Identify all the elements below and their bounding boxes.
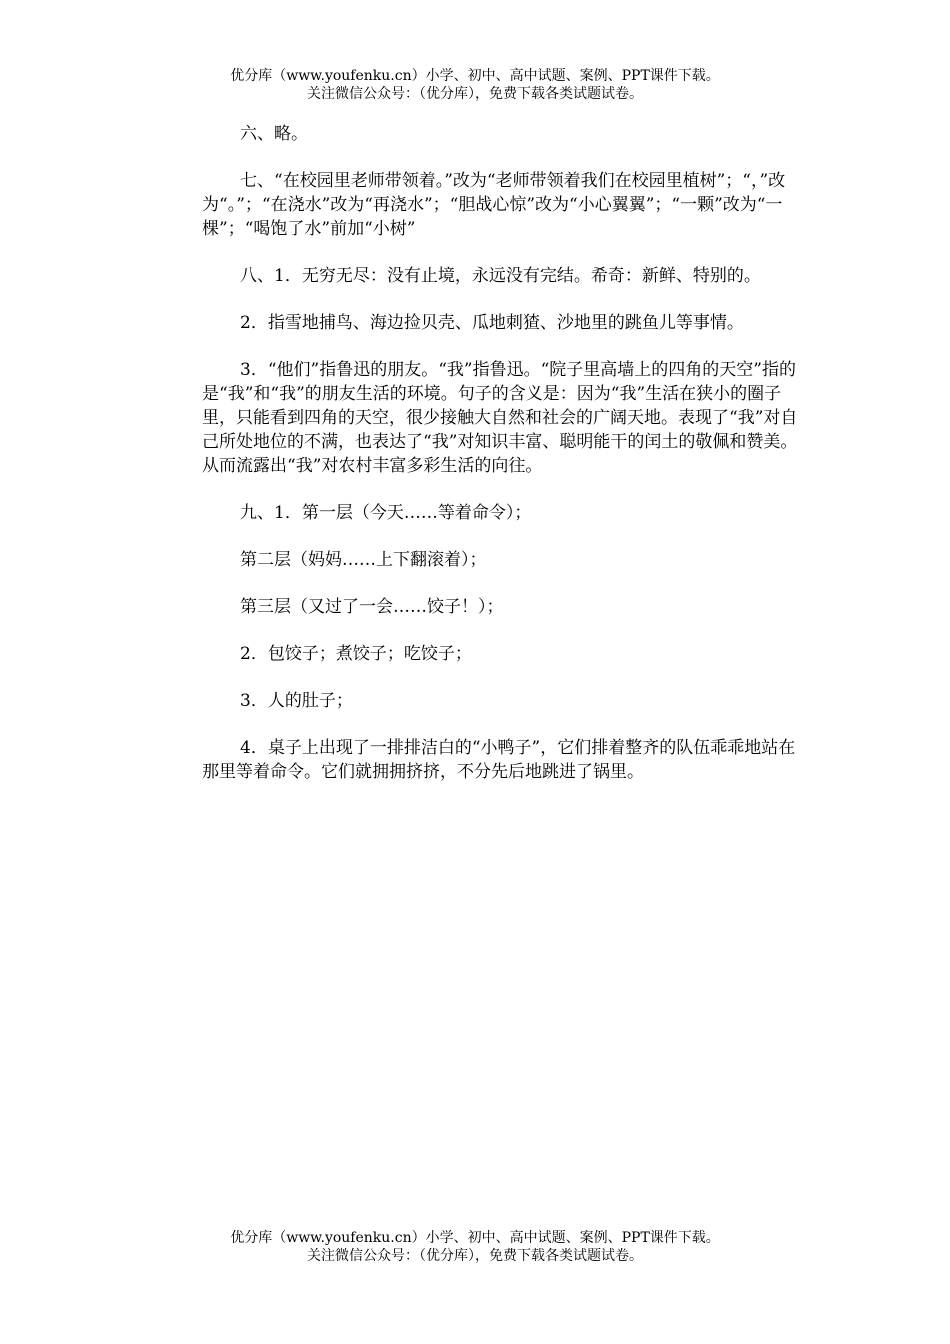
page-header	[0, 67, 950, 103]
footer-line-2: 关注微信公众号：（优分库），免费下载各类试题试卷。	[307, 1248, 643, 1264]
footer-line-1: 优分库（www.youfenku.cn）小学、初中、高中试题、案例、PPT课件下载。	[230, 1230, 720, 1246]
answer-9-1-layer-3: 第三层（又过了一会……饺子！）；	[240, 597, 504, 617]
answer-9-4: 4．桌子上出现了一排排洁白的“小鸭子”，它们排着整齐的队伍乖乖地站在那里等着命令。它们就拥拥挤挤，不分先后地跳进了锅里。	[202, 738, 796, 782]
answer-8-3: 3．“他们”指鲁迅的朋友。“我”指鲁迅。“院子里高墙上的四角的天空”指的是“我”和“我”的朋友生活的环境。句子的含义是：因为“我”生活在狭小的圈子里，只能看到四角的天空，很少接触大自然和社会的广阔天地。表现了“我”对自己所处地位的不满，也表达了“我”对知识丰富、聪明能干的闰土的敬佩和赞美。从而流露出“我”对农村丰富多彩生活的向往。	[202, 360, 798, 476]
page-footer	[0, 1229, 950, 1265]
header-line-2: 关注微信公众号：（优分库），免费下载各类试题试卷。	[307, 86, 643, 102]
answer-7: 七、“在校园里老师带领着。”改为“老师带领着我们在校园里植树”；“，”改为“。”；“在浇水”改为“再浇水”；“胆战心惊”改为“小心翼翼”；“一颗”改为“一棵”；“喝饱了水”前加“小树”	[202, 171, 786, 239]
answer-9-2: 2．包饺子；煮饺子；吃饺子；	[240, 644, 472, 664]
answer-8-2: 2．指雪地捕鸟、海边捡贝壳、瓜地刺猹、沙地里的跳鱼儿等事情。	[240, 313, 744, 333]
answer-8-1: 八、1．无穷无尽：没有止境，永远没有完结。希奇：新鲜、特别的。	[240, 266, 761, 286]
answer-content	[202, 122, 812, 807]
answer-9-1: 九、1．第一层（今天……等着命令）；	[240, 503, 532, 523]
answer-9-3: 3．人的肚子；	[240, 691, 353, 711]
answer-6: 六、略。	[240, 124, 308, 144]
answer-9-1-layer-2: 第二层（妈妈……上下翻滚着）；	[240, 550, 487, 570]
header-line-1: 优分库（www.youfenku.cn）小学、初中、高中试题、案例、PPT课件下载。	[230, 68, 720, 84]
